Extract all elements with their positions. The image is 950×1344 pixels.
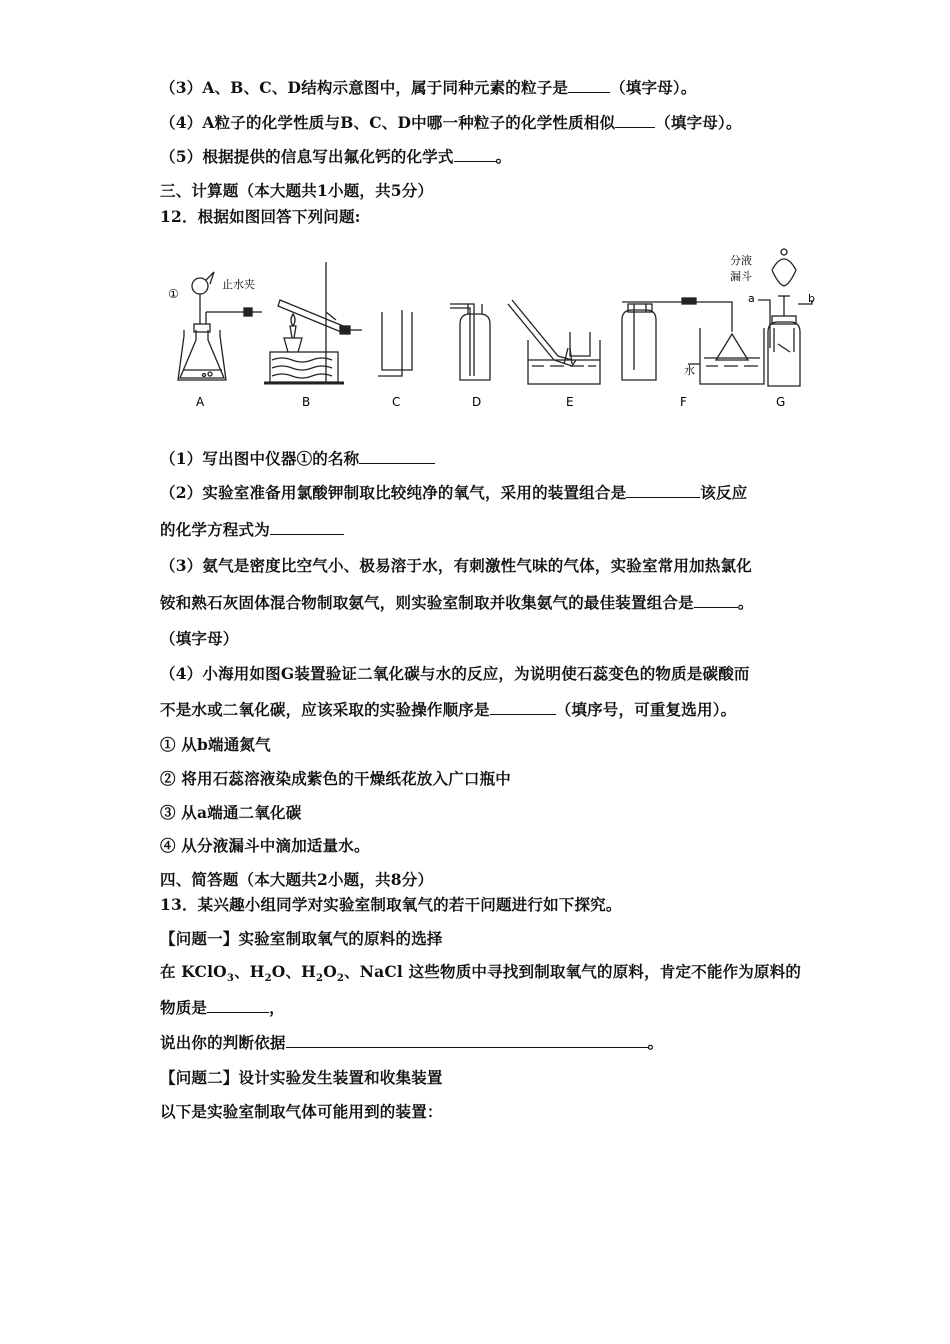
- q12-part2b: 的化学方程式为: [160, 518, 344, 540]
- option-4: ④ 从分液漏斗中滴加适量水。: [160, 836, 370, 855]
- q11-part5: （5）根据提供的信息写出氟化钙的化学式 。: [160, 147, 512, 166]
- apparatus-e: [508, 300, 600, 384]
- q12-part2: （2）实验室准备用氯酸钾制取比较纯净的氧气，采用的装置组合是 该反应: [160, 483, 748, 502]
- q11-part3: （3）A、B、C、D结构示意图中，属于同种元素的粒子是 （填字母）。: [160, 78, 697, 97]
- label-circle-1: ①: [168, 287, 179, 301]
- q12-part3c: （填字母）: [160, 629, 239, 648]
- option-3: ③ 从a端通二氧化碳: [160, 803, 302, 822]
- answer-blank[interactable]: [207, 998, 269, 1013]
- answer-blank[interactable]: [454, 147, 496, 162]
- option-2: ② 将用石蕊溶液染成紫色的干燥纸花放入广口瓶中: [160, 769, 511, 788]
- q13-issue2: 【问题二】设计实验发生装置和收集装置: [160, 1068, 443, 1087]
- apparatus-d: [450, 304, 490, 380]
- label-c: C: [392, 395, 401, 409]
- apparatus-b: [264, 262, 362, 383]
- section-3-title: 三、计算题（本大题共1小题，共5分）: [160, 181, 434, 200]
- q13-materials: 在 KClO$_3$、$H_2O$、$H_2O_2$、NaCl 这些物质中寻找到制取氧气的原料，肯定不能作为原料的: [160, 962, 802, 985]
- answer-blank[interactable]: [286, 1033, 648, 1048]
- q13-issue1: 【问题一】实验室制取氧气的原料的选择: [160, 929, 443, 948]
- q12-part3b: 铵和熟石灰固体混合物制取氨气，则实验室制取并收集氨气的最佳装置组合是 。: [160, 593, 754, 612]
- apparatus-g: [758, 249, 812, 386]
- answer-blank[interactable]: [490, 700, 556, 715]
- label-water: 水: [684, 364, 695, 377]
- q13-substance: 物质是 ，: [160, 998, 285, 1017]
- option-1: ① 从b端通氮气: [160, 735, 271, 754]
- label-d: D: [472, 395, 482, 409]
- label-funnel-1: 分液: [730, 254, 752, 267]
- q11-part4: （4）A粒子的化学性质与B、C、D中哪一种粒子的化学性质相似 （填字母）。: [160, 113, 742, 132]
- apparatus-c: [378, 310, 412, 376]
- apparatus-figure: [160, 240, 830, 415]
- q12-part3a: （3）氨气是密度比空气小、极易溶于水，有刺激性气味的气体，实验室常用加热氯化: [160, 556, 752, 575]
- label-funnel-2: 漏斗: [730, 270, 752, 283]
- label-end-a: a: [748, 292, 755, 305]
- answer-blank[interactable]: [694, 593, 738, 608]
- q12-part4a: （4）小海用如图G装置验证二氧化碳与水的反应，为说明使石蕊变色的物质是碳酸而: [160, 664, 750, 683]
- label-g: G: [776, 395, 786, 409]
- label-a: A: [196, 395, 205, 409]
- answer-blank[interactable]: [270, 520, 344, 535]
- label-end-b: b: [808, 292, 815, 305]
- q12-stem: 12．根据如图回答下列问题:: [160, 207, 361, 226]
- label-e: E: [566, 395, 574, 409]
- label-b: B: [302, 395, 311, 409]
- q13-stem: 13．某兴趣小组同学对实验室制取氧气的若干问题进行如下探究。: [160, 895, 622, 914]
- answer-blank[interactable]: [615, 113, 655, 128]
- q12-part4b: 不是水或二氧化碳，应该采取的实验操作顺序是 （填序号，可重复选用）。: [160, 700, 737, 719]
- answer-blank[interactable]: [626, 483, 700, 498]
- label-f: F: [680, 395, 687, 409]
- label-clamp: 止水夹: [222, 278, 255, 291]
- q13-basis: 说出你的判断依据 。: [160, 1033, 664, 1052]
- q13-devices: 以下是实验室制取气体可能用到的装置：: [160, 1102, 443, 1121]
- section-4-title: 四、简答题（本大题共2小题，共8分）: [160, 870, 434, 889]
- water-clamp: [244, 308, 262, 316]
- answer-blank[interactable]: [568, 78, 610, 93]
- answer-blank[interactable]: [359, 449, 435, 464]
- q12-part1: （1）写出图中仪器①的名称: [160, 447, 435, 469]
